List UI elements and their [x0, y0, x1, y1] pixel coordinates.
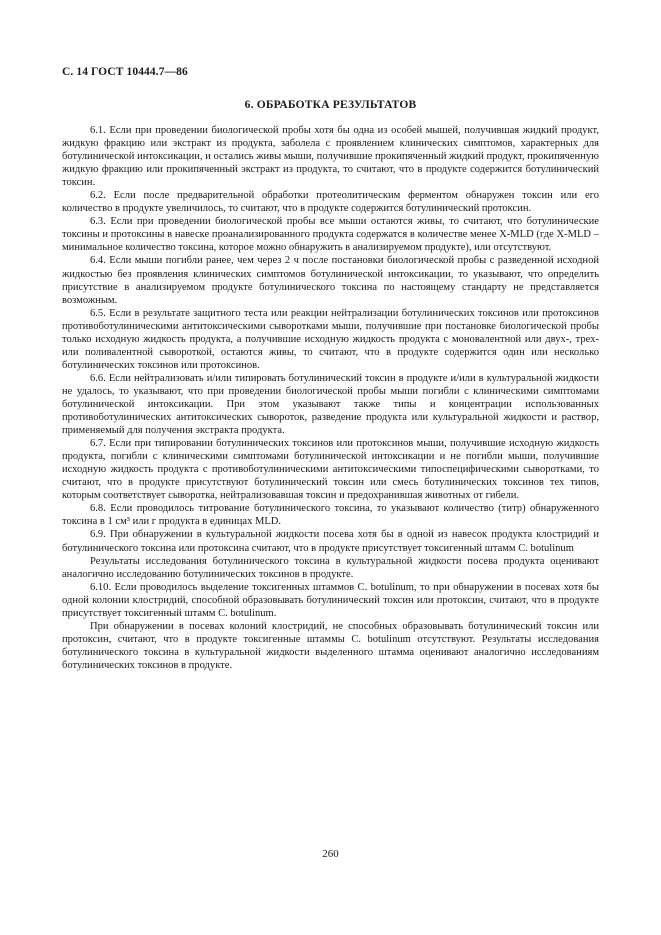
paragraph-6-8: 6.8. Если проводилось титрование ботулинического токсина, то указывают количество (титр) обнаруженного токсина в 1 см³ или г продукта в единицах MLD.: [62, 503, 599, 528]
running-header: С. 14 ГОСТ 10444.7—86: [62, 66, 188, 78]
paragraph-6-1: 6.1. Если при проведении биологической пробы хотя бы одна из особей мышей, получившая жидкий продукт, жидкую фракцию или экстракт из продукта, заболела с проявлением клинических симптомов, характерных для ботулинической интоксикации, и остались живы мыши, получившие прокипяченный жидкий продукт, прокипяченную жидкую фракцию или прокипяченный экстракт из продукта, то считают, что в продукте содержится ботулинический токсин.: [62, 125, 599, 189]
paragraph-6-6: 6.6. Если нейтрализовать и/или типировать ботулинический токсин в продукте и/или в культуральной жидкости не удалось, то указывают, что при проведении биологической пробы мыши погибли с клиническими симптомами ботулинической интоксикации. При этом указывают также типы и концентрации использованных противоботулинических антитоксических сывороток, разведение продукта или культуральной жидкости и раствор, применяемый для получения экстракта продукта.: [62, 372, 599, 437]
paragraph-6-3: 6.3. Если при проведении биологической пробы все мыши остаются живы, то считают, что ботулинические токсины и протоксины в навеске проанализированного продукта содержатся в количестве менее X-MLD (где X-MLD – минимальное количество токсина, которое можно обнаружить в анализируемом продукте), или отсутствуют.: [62, 216, 599, 254]
paragraph-6-9-results: Результаты исследования ботулинического токсина в культуральной жидкости посева продукта оценивают аналогично исследованию ботулинических токсинов в продукте.: [62, 555, 599, 580]
paragraph-6-4: 6.4. Если мыши погибли ранее, чем через 2 ч после постановки биологической пробы с разведенной исходной жидкостью без проявления клинических симптомов ботулинической интоксикации, то указывают, что определить присутствие в анализируемом продукте ботулинического токсина по настоящему стандарту не представляется возможным.: [62, 255, 599, 306]
body-text: [62, 124, 599, 672]
paragraph-6-7: 6.7. Если при типировании ботулинических токсинов или протоксинов мыши, получившие исходную жидкость продукта, погибли с клиническими симптомами ботулинической интоксикации и не погибли мыши, получившие исходную жидкость продукта с противоботулиническими антитоксическими типоспецифическими сыворотками, то считают, что в продукте присутствуют ботулинический токсин или смесь ботулинических токсинов тех типов, которым соответствует сыворотка, нейтрализовавшая токсин и предохранившая животных от гибели.: [62, 438, 599, 502]
section-title: 6. ОБРАБОТКА РЕЗУЛЬТАТОВ: [244, 99, 417, 111]
page-number: 260: [322, 848, 339, 860]
paragraph-6-10: 6.10. Если проводилось выделение токсигенных штаммов C. botulinum, то при обнаружении в посевах хотя бы одной колонии клостридий, способной образовывать ботулинический токсин или протоксин, считают, что в продукте присутствует токсигенный штамм C. botulinum.: [62, 581, 599, 619]
paragraph-6-10-negative: При обнаружении в посевах колоний клостридий, не способных образовывать ботулинический токсин или протоксин, считают, что в продукте токсигенные штаммы C. botulinum отсутствуют. Результаты исследования ботулинического токсина в культуральной жидкости выделенного штамма оценивают аналогично исследованиям ботулинических токсинов в продукте.: [62, 620, 599, 671]
paragraph-6-9: 6.9. При обнаружении в культуральной жидкости посева хотя бы в одной из навесок продукта клостридий и ботулинического токсина или протоксина считают, что в продукте присутствует токсигенный штамм C. botulinum: [62, 529, 599, 554]
paragraph-6-5: 6.5. Если в результате защитного теста или реакции нейтрализации ботулинических токсинов или протоксинов противоботулиническими антитоксическими сыворотками мыши, получившие при постановке биологической пробы только исходную жидкость продукта, а получившие исходную жидкость продукта с моновалентной или двух-, трех- или поливалентной сывороткой, остаются живы, то считают, что в продукте содержится один или несколько ботулинических токсинов или протоксинов.: [62, 307, 599, 371]
paragraph-6-2: 6.2. Если после предварительной обработки протеолитическим ферментом обнаружен токсин или его количество в продукте увеличилось, то считают, что в продукте содержится ботулинический протоксин.: [62, 190, 599, 215]
